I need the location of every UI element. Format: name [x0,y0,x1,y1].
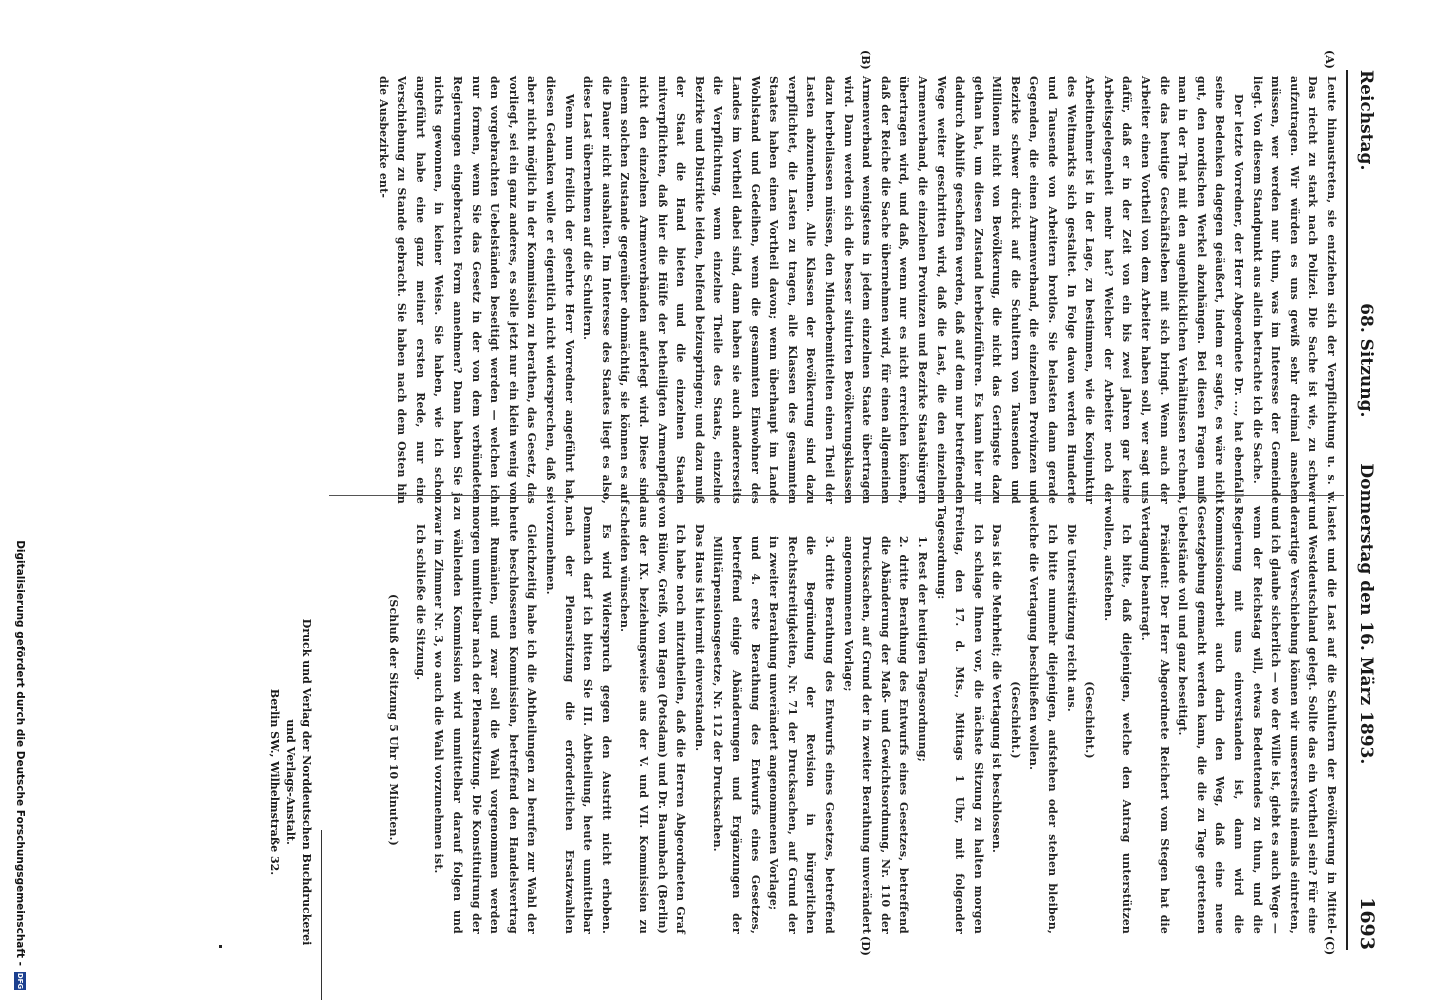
imprint [266,612,314,952]
imprint-line: Berlin SW., Wilhelmstraße 32. [268,688,281,876]
agenda-item: 3. dritte Berathung des Entwurfs eines Gesetzes, betreffend die Begründung der Revision in bürgerlichen Rechtsstreitigkeiten, Nr. 71 der Drucksachen, auf Grund der in zweiter Berathung unverändert angenommenen Vorlage; [767,536,836,934]
header-publication: Reichstag. [1356,70,1376,171]
imprint-rule [321,830,322,1000]
paragraph: Ich schließe die Sitzung. [413,524,427,681]
paragraph: Die Unterstützung reicht aus. [1064,524,1078,712]
session-close: (Schluß der Sitzung 5 Uhr 10 Minuten.) [387,594,401,846]
digitization-text: Digitalisierung gefördert durch die Deutsche Forschungsgemeinschaft - [14,540,26,966]
stage-direction: (Geschieht.) [1008,681,1022,759]
paragraph: Ich habe noch mitzutheilen, daß die Herren Abgeordneten Graf von Bülow, Greiß, von Hagen (Potsdam) und Dr. Baumbach (Berlin) aus der IX. beziehungsweise aus der V. und VII. Kommission zu scheiden wünschen. [618,506,688,934]
page-header [1350,70,1378,950]
paragraph: Ich bitte nunmehr diejenigen, aufstehen oder stehen bleiben, welche die Vertagung beschließen wollen. [1027,506,1060,934]
agenda-list [708,506,931,934]
imprint-line: Druck und Verlag der Norddeutschen Buchdruckerei und Verlags-Anstalt. [284,618,313,946]
stage-direction: (Geschieht.) [1083,681,1097,759]
paragraph: Leute hinaustreten, sie entziehen sich der Verpflichtung u. s. w. Das riecht zu stark nach Polizei. Die Sache ist wie, zu schwer aufzutragen. Wir würden es uns gewiß sehr dreimal ansehen müssen, wer werden nur thun, was im Interesse der Gemeinde liegt. Von diesem Standpunkt aus allein betrachte ich die Sache. [1250,76,1338,504]
header-session: 68. Sitzung. [1356,303,1376,418]
dfg-logo: DFG [16,972,24,990]
margin-marker-d: (D) [859,936,872,956]
page-number: 1693 [1356,897,1378,950]
agenda-item: 2. dritte Berathung des Entwurfs eines Gesetzes, betreffend die Abänderung der Maß- und Gewichtsordnung, Nr. 110 der Drucksachen, auf Grund der in zweiter Berathung unverändert angenommenen Vorlage; [841,536,911,934]
right-column [387,506,1340,934]
agenda-item: 1. Rest der heutigen Tagesordnung; [915,536,929,762]
paragraph: Der letzte Vorredner, der Herr Abgeordnete Dr. ..., hat ebenfalls seine Bedenken dagegen geäußert, indem er sagte, es wäre nicht gut, den nordischen Werkel abzuhängen. Bei diesen Fragen muß man in der That mit den augenblicklichen Verhältnissen rechnen, die das heutige Geschäftsleben mit sich bringt. Wenn auch der Arbeiter einen Vortheil von dem Arbeiter haben soll, wer sagt uns dafür, daß er in der Zeit von ein bis zwei Jahren gar keine Arbeitsgelegenheit mehr hat? Welcher der Arbeiter noch der Arbeitnehmer ist in der Lage, zu bestimmen, wie die Konjunktur des Weltmarkts sich gestaltet. In Folge davon werden Hunderte und Tausende von Arbeitern brotlos. Sie belasten dann gerade Gegenden, die einen Armenverband, die einzelnen Provinzen und Bezirke schwer drückt auf die Schultern von Tausenden und Millionen nicht von Bevölkerung, die nicht das Geringste dazu gethan hat, um diesen Zustand herbeizuführen. Es kann hier nur dadurch Abhilfe geschaffen werden, daß auf dem nur betreffenden Wege weiter geschritten wird, daß die Last, die den einzelnen Armenverband, die einzelnen Provinzen und Bezirke Staatsbürgern übertragen wird, und daß, wenn nur es nicht erreichen können, daß der Reiche die Sache übernehmen wird, für einen allgemeinen Armenverband wenigstens in jedem einzelnen Staate übertragen wird. Dann werden sich die besser situirten Bevölkerungsklassen dazu herbeilassen müssen, den Minderbemittelten einen Theil der Lasten abzunehmen. Alle Klassen der Bevölkerung sind dazu verpflichtet, die Lasten zu tragen, alle Klassen des gesammten Staates haben einen Vortheil davon; wenn überhaupt im Lande Wohlstand und Gedeihen, wenn die gesammten Einwohner des Landes im Vortheil dabei sind, dann haben sie auch andererseits die Verpflichtung, wenn einzelne Theile des Staats, einzelne Bezirke und Distrikte leiden, helfend beizuspringen; und dazu muß der Staat die Hand bieten und die einzelnen Staaten mitverpflichten, daß hier die Hülfe der betheiligten Armenpflege nicht den einzelnen Armenverbänden auferlegt wird. Diese sind einem solchen Zustande gegenüber ohnmächtig, sie können es auf die Dauer nicht aushalten. Im Interesse des Staates liegt es also, diese Last übernehmen auf die Schultern. [581,76,1246,504]
paragraph: Ich bitte, daß diejenigen, welche den Antrag unterstützen wollen, aufstehen. [1101,506,1134,934]
header-rule [1346,70,1348,950]
column-divider [329,495,1344,496]
paragraph: Ich schlage Ihnen vor, die nächste Sitzung zu halten morgen Freitag, den 17. d. Mts., Mittags 1 Uhr, mit folgender Tagesordnung: [934,506,985,934]
paragraph: Das Haus ist hiermit einverstanden. [692,524,706,752]
digitization-credit [8,60,32,990]
paragraph: Wenn nun freilich der geehrte Herr Vorredner angeführt hat, diesen Gedanken wolle er eigentlich nicht widersprechen, daß sei aber nicht möglich in der Kommission zu berathen, das Gesetz, das vorliegt, sei ein ganz anderes, es solle jetzt nur ein klein wenig von den vorgebrachten Uebelständen beseitigt werden — welchen ich nur formen, wenn Sie das Gesetz in der von dem verbündeten Regierungen eingebrachten Form annehmen? Dann haben Sie ja nichts gewonnen, in keiner Weise. Sie haben, wie ich schon angeführt habe eine ganz meiner ersten Rede, nur eine Verschiebung zu Stande gebracht. Sie haben nach dem Osten hin die Ausbezirke ent- [376,76,576,504]
paragraph: Das ist die Mehrheit; die Vertagung ist beschlossen. [990,524,1004,854]
paragraph: lastet und die Last auf die Schultern der Bevölkerung in Mittel- und Westdeutschland gelegt. Sollte das ein Vortheil sein? Für eine derartige Verschiebung können wir unsererseits niemals eintreten, und ich glaube sicherlich — wo der Wille ist, giebt es auch Wege — wenn der Reichstag will, etwas Bedeutendes zu thun, und die Regierung mit uns einverstanden ist, dann wird die Kommissionsarbeit auch darin den Weg, daß eine neue Gesetzgebung gemacht werden kann, die die zu Tage getretenen Uebelstände voll und ganz beseitigt. [1176,506,1338,934]
left-column [330,76,1340,504]
header-date: Donnerstag den 16. März 1893. [1356,463,1376,765]
paragraph: Präsident: Der Herr Abgeordnete Reichert vom Stegen hat die Vertagung beantragt. [1139,506,1171,934]
paragraph: Es wird Widerspruch gegen den Austritt nicht erhoben. Demnach darf ich bitten Sie III. Abtheilung, heute unmittelbar nach der Plenarsitzung die erforderlichen Ersatzwahlen vorzunehmen. [544,506,613,934]
margin-marker-a: (A) [1323,50,1336,69]
agenda-item: und 4. erste Berathung des Entwurfs eines Gesetzes, betreffend einige Abänderungen und Ergänzungen der Militärpensionsgesetze, Nr. 112 der Drucksachen. [711,536,762,934]
margin-marker-c: (C) [1323,936,1336,956]
header-center [1356,303,1376,764]
print-speck [219,945,222,948]
paragraph: Gleichzeitig habe ich die Abtheilungen zu berufen zur Wahl der heute beschlossenen Kommission, betreffend den Handelsvertrag mit Rumänien, und zwar soll die Wahl vorgenommen werden morgen unmittelbar nach der Plenarsitzung. Die Konstituirung der zu wählenden Kommission wird unmittelbar darauf folgen und zwar im Zimmer Nr. 3, wo auch die Wahl vorzunehmen ist. [432,506,539,934]
margin-marker-b: (B) [859,50,872,70]
